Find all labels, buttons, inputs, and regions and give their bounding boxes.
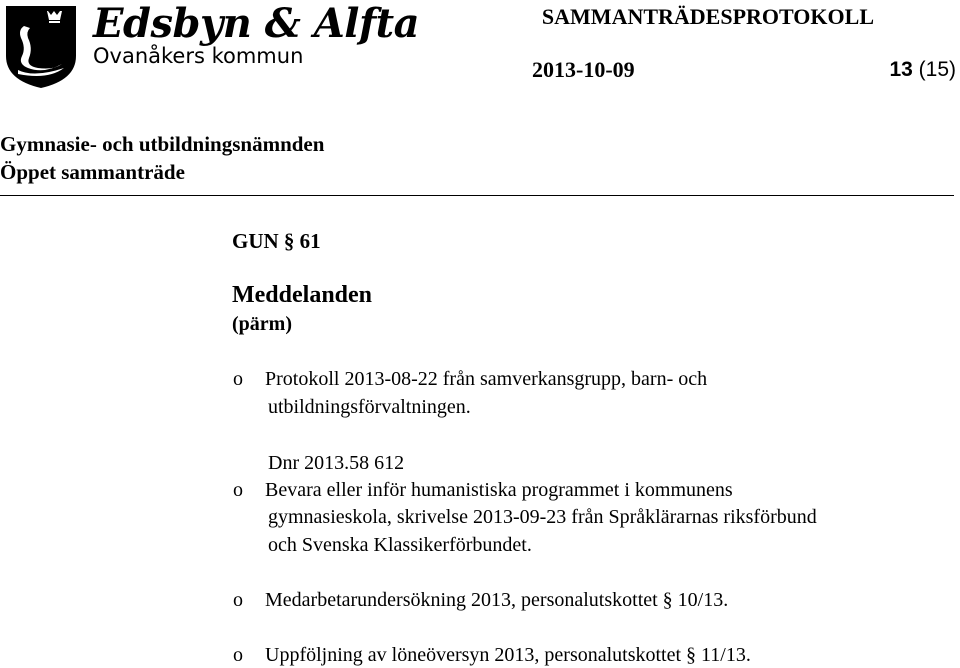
logo-subtitle: Ovanåkers kommun <box>93 44 304 68</box>
page-number <box>889 58 956 82</box>
list-bullet: o <box>233 644 243 666</box>
section-title: Meddelanden <box>232 282 373 308</box>
list-item-line: Bevara eller inför humanistiska programmet i kommunens <box>265 479 733 501</box>
page-total: (15) <box>918 58 956 81</box>
page-current: 13 <box>889 58 913 81</box>
municipality-logo-emblem <box>4 4 78 90</box>
list-bullet: o <box>233 368 243 390</box>
list-bullet: o <box>233 589 243 611</box>
list-item-line: utbildningsförvaltningen. <box>268 396 471 418</box>
list-bullet: o <box>233 479 243 501</box>
list-item-line: Protokoll 2013-08-22 från samverkansgrupp, barn- och <box>265 368 708 390</box>
list-item-line: Uppföljning av löneöversyn 2013, personalutskottet § 11/13. <box>265 644 751 666</box>
section-subtitle: (pärm) <box>232 313 292 335</box>
list-item-line: Medarbetarundersökning 2013, personalutskottet § 10/13. <box>265 589 729 611</box>
header-divider <box>0 195 954 196</box>
organization-name: Gymnasie- och utbildningsnämnden <box>0 132 325 156</box>
logo-title: Edsbyn & Alfta <box>93 0 420 47</box>
document-date: 2013-10-09 <box>532 57 635 82</box>
list-item-line: gymnasieskola, skrivelse 2013-09-23 från Språklärarnas riksförbund <box>268 506 817 528</box>
list-item-line: och Svenska Klassikerförbundet. <box>268 534 532 556</box>
paragraph-number: GUN § 61 <box>232 229 321 253</box>
session-type: Öppet sammanträde <box>0 160 185 184</box>
diary-number: Dnr 2013.58 612 <box>268 452 405 474</box>
document-type: SAMMANTRÄDESPROTOKOLL <box>541 4 874 29</box>
